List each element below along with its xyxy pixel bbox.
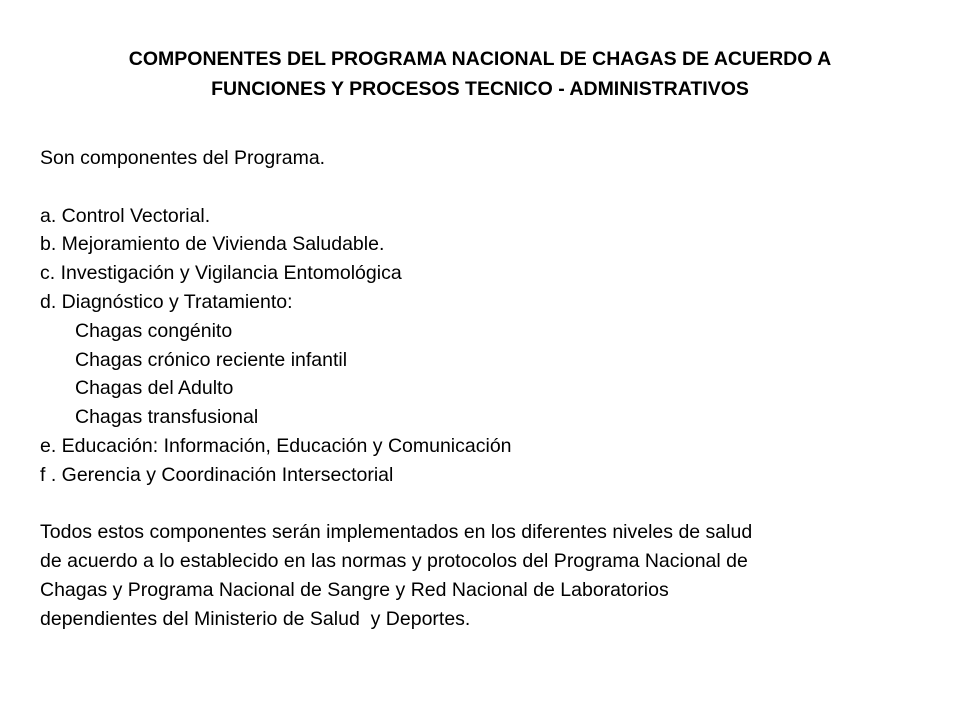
closing-paragraph-line: de acuerdo a lo establecido en las normas y protocolos del Programa Nacional de <box>40 550 748 573</box>
subitem-chagas-cronico: Chagas crónico reciente infantil <box>75 348 348 371</box>
closing-paragraph-line: Todos estos componentes serán implementados en los diferentes niveles de salud <box>40 521 753 544</box>
component-item-c: c. Investigación y Vigilancia Entomológica <box>40 262 402 285</box>
component-item-d: d. Diagnóstico y Tratamiento: <box>40 290 293 313</box>
subitem-chagas-congenito: Chagas congénito <box>75 319 233 342</box>
title-line-2: FUNCIONES Y PROCESOS TECNICO - ADMINISTRATIVOS <box>211 78 749 100</box>
closing-paragraph-line: dependientes del Ministerio de Salud y Deportes. <box>40 607 471 630</box>
spacer <box>40 490 940 519</box>
component-item-b: b. Mejoramiento de Vivienda Saludable. <box>40 233 385 256</box>
component-item-a: a. Control Vectorial. <box>40 204 211 227</box>
subitem-chagas-transfusional: Chagas transfusional <box>75 406 259 429</box>
slide-body <box>40 144 940 634</box>
closing-paragraph-line: Chagas y Programa Nacional de Sangre y Red Nacional de Laboratorios <box>40 578 669 601</box>
component-item-e: e. Educación: Información, Educación y Comunicación <box>40 434 512 457</box>
component-item-f: f . Gerencia y Coordinación Intersectorial <box>40 463 394 486</box>
intro-text: Son componentes del Programa. <box>40 147 326 169</box>
spacer <box>40 173 940 202</box>
subitem-chagas-adulto: Chagas del Adulto <box>75 377 234 400</box>
slide-title <box>20 44 940 104</box>
title-line-1: COMPONENTES DEL PROGRAMA NACIONAL DE CHAGAS DE ACUERDO A <box>128 48 832 70</box>
